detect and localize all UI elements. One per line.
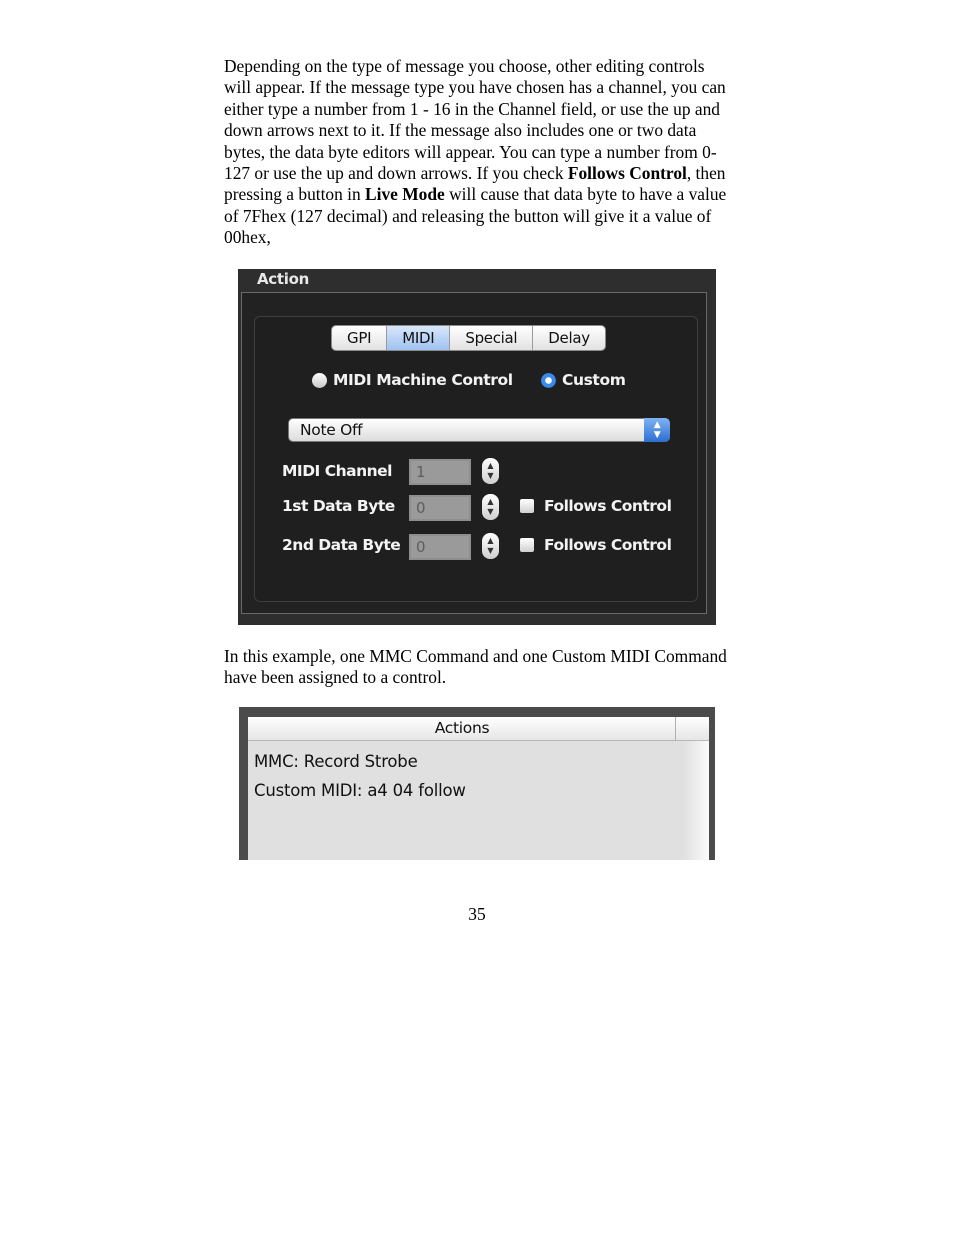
paragraph-text: will cause that data byte to have a value of 7Fhex (127 decimal) and releasing the button will give it a value of 00hex, [224,184,727,248]
radio-midi-machine-control[interactable] [312,371,513,389]
follows-control-checkbox-2[interactable] [520,536,671,554]
paragraph-text: Depending on the type of message you choose, other editing controls will appear. If the message type you have chosen has a channel, you can either type a number from 1 - 16 in the Channel field, or use the up and down arrows next to it. If the message also includes one or two data bytes, the data byte editors will appear. You can type a number from 0-127 or use the up and down arrows. If you check [224,56,726,184]
bold-term-live-mode: Live Mode [365,184,445,205]
radio-off-icon [312,373,327,388]
radio-custom[interactable] [541,371,625,389]
midi-channel-field[interactable]: 1 [409,459,471,485]
midi-channel-label: MIDI Channel [282,462,392,480]
first-data-byte-field[interactable]: 0 [409,495,471,521]
action-box [241,292,707,614]
message-type-select[interactable] [288,418,670,442]
stepper-arrows-icon[interactable]: ▲ ▼ [482,494,499,520]
action-panel-title: Action [257,270,309,288]
checkbox-icon [520,499,534,513]
tab-content-area [254,316,698,602]
list-item[interactable]: Custom MIDI: a4 04 follow [254,781,466,800]
tab-midi[interactable]: MIDI [387,326,450,350]
radio-label: Custom [562,371,626,389]
up-down-arrows-icon: ▲ ▼ [644,418,670,442]
body-paragraph-2: In this example, one MMC Command and one Custom MIDI Command have been assigned to a control. [224,646,727,688]
bold-term-follows-control: Follows Control [567,163,687,184]
actions-list [248,717,709,860]
checkbox-label: Follows Control [544,497,672,515]
radio-label: MIDI Machine Control [333,371,513,389]
checkbox-label: Follows Control [544,536,672,554]
body-paragraph-1 [224,56,734,249]
tab-special[interactable]: Special [450,326,533,350]
tab-bar [331,325,606,351]
checkbox-icon [520,538,534,552]
page-number: 35 [468,904,486,924]
second-data-byte-field[interactable]: 0 [409,534,471,560]
stepper-arrows-icon[interactable]: ▲ ▼ [482,533,499,559]
first-data-byte-label: 1st Data Byte [282,497,395,515]
actions-list-screenshot [239,707,715,860]
column-divider [675,717,676,741]
message-type-value: Note Off [300,421,363,439]
paragraph-text: , then pressing a button in [224,163,726,205]
list-header[interactable] [248,717,709,741]
radio-on-icon [541,373,556,388]
scroll-edge [683,741,709,860]
tab-gpi[interactable]: GPI [332,326,387,350]
follows-control-checkbox-1[interactable] [520,497,671,515]
second-data-byte-label: 2nd Data Byte [282,536,401,554]
list-item[interactable]: MMC: Record Strobe [254,752,418,771]
tab-delay[interactable]: Delay [548,329,590,347]
list-header-label: Actions [434,719,490,737]
action-panel-screenshot [238,269,716,625]
stepper-arrows-icon[interactable]: ▲ ▼ [482,458,499,484]
